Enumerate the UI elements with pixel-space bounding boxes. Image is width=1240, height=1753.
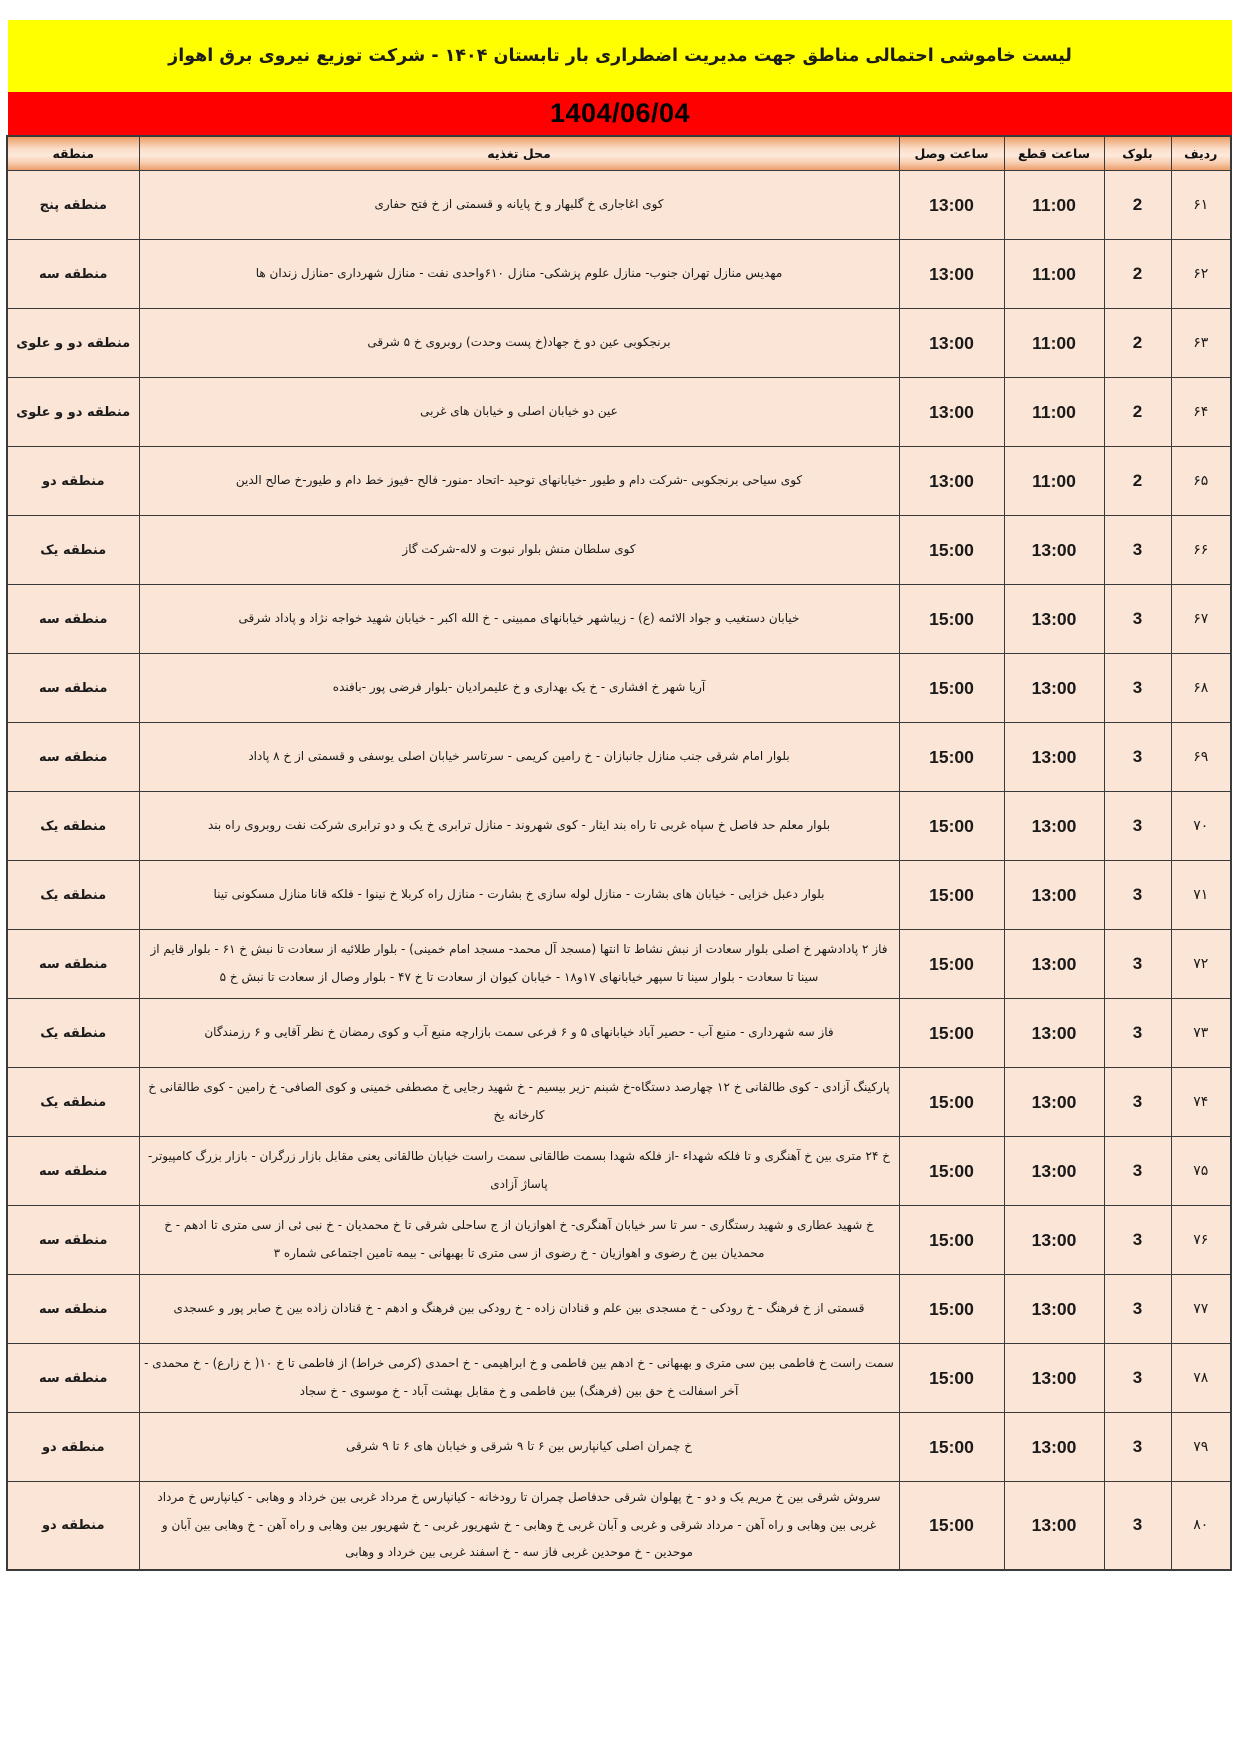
cell-location: کوی سیاحی برنجکوبی -شرکت دام و طیور -خیابانهای توحید -اتحاد -منور- فالح -فیوز خط دام و طیور-خ صالح الدین [139,447,899,516]
cell-cut: 11:00 [1004,309,1104,378]
cell-connect: 13:00 [899,309,1004,378]
cell-block: 3 [1104,723,1171,792]
table-row [7,447,1231,516]
cell-block: 3 [1104,1275,1171,1344]
cell-region: منطقه سه [7,654,139,723]
cell-location: قسمتی از خ فرهنگ - خ رودکی - خ مسجدی بین علم و قنادان زاده - خ رودکی بین فرهنگ و ادهم - خ قنادان زاده بین خ صابر پور و عسجدی [139,1275,899,1344]
cell-location: بلوار دعبل خزایی - خیابان های بشارت - منازل لوله سازی خ بشارت - منازل راه کربلا خ نینوا - فلکه قانا منازل مسکونی تینا [139,861,899,930]
cell-block: 2 [1104,309,1171,378]
table-row [7,1068,1231,1137]
cell-connect: 15:00 [899,1482,1004,1570]
cell-location: بلوار امام شرقی جنب منازل جانبازان - خ رامین کریمی - سرتاسر خیابان اصلی یوسفی و قسمتی از خ ۸ پاداد [139,723,899,792]
cell-region: منطقه سه [7,240,139,309]
table-header [7,136,1231,171]
header-connect-time: ساعت وصل [899,136,1004,171]
table-row [7,1206,1231,1275]
cell-block: 3 [1104,654,1171,723]
cell-block: 3 [1104,861,1171,930]
cell-location: عین دو خیابان اصلی و خیابان های غربی [139,378,899,447]
cell-block: 3 [1104,999,1171,1068]
cell-radif: ۷۹ [1171,1413,1231,1482]
cell-block: 3 [1104,792,1171,861]
table-row [7,1413,1231,1482]
cell-cut: 13:00 [1004,792,1104,861]
header-block: بلوک [1104,136,1171,171]
cell-cut: 13:00 [1004,1275,1104,1344]
cell-connect: 13:00 [899,171,1004,240]
date-banner [8,92,1232,135]
cell-region: منطقه دو [7,1482,139,1570]
table-row [7,654,1231,723]
cell-block: 2 [1104,378,1171,447]
cell-cut: 11:00 [1004,378,1104,447]
cell-block: 3 [1104,516,1171,585]
cell-cut: 13:00 [1004,1344,1104,1413]
cell-radif: ۶۶ [1171,516,1231,585]
cell-region: منطقه سه [7,930,139,999]
title-banner [8,20,1232,92]
cell-connect: 15:00 [899,1206,1004,1275]
table-row [7,1275,1231,1344]
table-row [7,1137,1231,1206]
cell-radif: ۶۳ [1171,309,1231,378]
cell-region: منطقه دو [7,447,139,516]
cell-location: خ ۲۴ متری بین خ آهنگری و تا فلکه شهداء -از فلکه شهدا بسمت طالقانی سمت راست خیابان طالقانی یعنی مقابل بازار زرگران - بازار بزرگ کامپیوتر- پاساژ آزادی [139,1137,899,1206]
cell-connect: 15:00 [899,861,1004,930]
table-row [7,171,1231,240]
cell-location: برنجکوبی عین دو خ جهاد(خ پست وحدت) روبروی خ ۵ شرقی [139,309,899,378]
table-row [7,930,1231,999]
cell-region: منطقه سه [7,1275,139,1344]
cell-connect: 15:00 [899,516,1004,585]
table-row [7,516,1231,585]
cell-location: فاز سه شهرداری - منبع آب - حصیر آباد خیابانهای ۵ و ۶ فرعی سمت بازارچه منبع آب و کوی رمضان خ نظر آقایی و ۶ رزمندگان [139,999,899,1068]
cell-radif: ۷۵ [1171,1137,1231,1206]
cell-location: بلوار معلم حد فاصل خ سپاه غربی تا راه بند ایثار - کوی شهروند - منازل ترابری خ یک و دو ترابری شرکت نفت روبروی راه بند [139,792,899,861]
cell-radif: ۷۴ [1171,1068,1231,1137]
cell-region: منطقه سه [7,723,139,792]
cell-radif: ۷۸ [1171,1344,1231,1413]
cell-location: سمت راست خ فاطمی بین سی متری و بهبهانی - خ ادهم بین فاطمی و خ ابراهیمی - خ احمدی (کرمی خراط) از فاطمی تا خ ۱۰( خ زارع) - خ محمدی - آخر اسفالت خ حق بین (فرهنگ) بین فاطمی و خ مقابل بهشت آباد - خ موسوی - خ سجاد [139,1344,899,1413]
cell-connect: 15:00 [899,1137,1004,1206]
table-row [7,378,1231,447]
cell-block: 3 [1104,1413,1171,1482]
cell-block: 2 [1104,171,1171,240]
cell-location: فاز ۲ پادادشهر خ اصلی بلوار سعادت از نبش نشاط تا انتها (مسجد آل محمد- مسجد امام خمینی) - بلوار طلائیه از سعادت تا نبش خ ۶۱ - بلوار قایم از سینا تا سعادت - بلوار سینا تا سپهر خیابانهای ۱۷و۱۸ - خیابان کیوان از سعادت تا خ ۴۷ - بلوار وصال از سعادت تا نبش خ ۵ [139,930,899,999]
cell-radif: ۶۲ [1171,240,1231,309]
cell-region: منطقه دو و علوی [7,378,139,447]
cell-region: منطقه سه [7,585,139,654]
table-row [7,240,1231,309]
cell-block: 3 [1104,1344,1171,1413]
table-row [7,1344,1231,1413]
cell-connect: 15:00 [899,1275,1004,1344]
outage-schedule-table [6,135,1232,1571]
cell-radif: ۶۹ [1171,723,1231,792]
cell-location: خ شهید عطاری و شهید رستگاری - سر تا سر خیابان آهنگری- خ اهوازیان از ج ساحلی شرقی تا خ محمدیان - خ نبی ئی از سی متری تا ادهم - خ محمدیان بین خ رضوی و اهوازیان - خ رضوی از سی متری تا بهبهانی - بیمه تامین اجتماعی شماره ۳ [139,1206,899,1275]
cell-radif: ۷۶ [1171,1206,1231,1275]
cell-region: منطقه یک [7,861,139,930]
cell-radif: ۷۰ [1171,792,1231,861]
cell-region: منطقه یک [7,792,139,861]
table-row [7,999,1231,1068]
cell-region: منطقه سه [7,1137,139,1206]
cell-location: مهدیس منازل تهران جنوب- منازل علوم پزشکی- منازل ۶۱۰واحدی نفت - منازل شهرداری -منازل زندان ها [139,240,899,309]
cell-cut: 13:00 [1004,1068,1104,1137]
table-row [7,309,1231,378]
cell-location: کوی سلطان منش بلوار نبوت و لاله-شرکت گاز [139,516,899,585]
cell-radif: ۷۳ [1171,999,1231,1068]
cell-cut: 13:00 [1004,723,1104,792]
cell-location: سروش شرقی بین خ مریم یک و دو - خ پهلوان شرقی حدفاصل چمران تا رودخانه - کیانپارس خ مرداد غربی بین خرداد و وهابی - کیانپارس خ مرداد غربی بین وهابی و راه آهن - مرداد شرقی و غربی و آبان غربی خ وهابی - خ شهریور غربی - خ شهریور بین وهابی و راه آهن - خ وهابی بین آبان و موحدین - خ موحدین غربی فاز سه - خ اسفند غربی بین خرداد و وهابی [139,1482,899,1570]
cell-connect: 13:00 [899,378,1004,447]
cell-region: منطقه یک [7,999,139,1068]
cell-region: منطقه دو [7,1413,139,1482]
cell-block: 2 [1104,447,1171,516]
cell-location: کوی اغاجاری خ گلبهار و خ پایانه و قسمتی از خ فتح حفاری [139,171,899,240]
header-radif: ردیف [1171,136,1231,171]
table-row [7,1482,1231,1570]
cell-block: 3 [1104,1482,1171,1570]
cell-location: خیابان دستغیب و جواد الائمه (ع) - زیباشهر خیابانهای ممبینی - خ الله اکبر - خیابان شهید خواجه نژاد و پاداد شرقی [139,585,899,654]
cell-cut: 11:00 [1004,240,1104,309]
cell-cut: 13:00 [1004,930,1104,999]
cell-radif: ۶۵ [1171,447,1231,516]
cell-block: 3 [1104,1137,1171,1206]
cell-location: آریا شهر خ افشاری - خ یک بهداری و خ علیمرادیان -بلوار فرضی پور -بافنده [139,654,899,723]
cell-connect: 15:00 [899,792,1004,861]
cell-connect: 15:00 [899,1068,1004,1137]
cell-connect: 15:00 [899,999,1004,1068]
cell-region: منطقه سه [7,1344,139,1413]
cell-radif: ۷۱ [1171,861,1231,930]
cell-block: 3 [1104,1206,1171,1275]
cell-radif: ۶۱ [1171,171,1231,240]
cell-region: منطقه دو و علوی [7,309,139,378]
cell-block: 3 [1104,585,1171,654]
cell-radif: ۶۷ [1171,585,1231,654]
table-row [7,792,1231,861]
cell-connect: 15:00 [899,930,1004,999]
cell-block: 2 [1104,240,1171,309]
header-row [7,136,1231,171]
schedule-table-body [7,171,1231,1570]
cell-radif: ۸۰ [1171,1482,1231,1570]
cell-cut: 13:00 [1004,654,1104,723]
cell-radif: ۷۷ [1171,1275,1231,1344]
cell-radif: ۶۸ [1171,654,1231,723]
cell-connect: 13:00 [899,447,1004,516]
cell-region: منطقه سه [7,1206,139,1275]
cell-region: منطقه یک [7,516,139,585]
table-row [7,723,1231,792]
cell-connect: 15:00 [899,1344,1004,1413]
cell-cut: 13:00 [1004,861,1104,930]
cell-block: 3 [1104,930,1171,999]
header-location: محل تغذیه [139,136,899,171]
cell-cut: 13:00 [1004,999,1104,1068]
cell-block: 3 [1104,1068,1171,1137]
cell-cut: 13:00 [1004,1137,1104,1206]
header-region: منطقه [7,136,139,171]
cell-region: منطقه پنج [7,171,139,240]
cell-connect: 15:00 [899,585,1004,654]
page-title: لیست خاموشی احتمالی مناطق جهت مدیریت اضطراری بار تابستان ۱۴۰۴ - شرکت توزیع نیروی برق اهواز [168,46,1072,66]
cell-radif: ۷۲ [1171,930,1231,999]
cell-connect: 13:00 [899,240,1004,309]
cell-connect: 15:00 [899,654,1004,723]
cell-connect: 15:00 [899,1413,1004,1482]
cell-cut: 13:00 [1004,585,1104,654]
cell-cut: 13:00 [1004,1413,1104,1482]
cell-cut: 11:00 [1004,447,1104,516]
cell-region: منطقه یک [7,1068,139,1137]
cell-cut: 13:00 [1004,516,1104,585]
cell-cut: 11:00 [1004,171,1104,240]
cell-connect: 15:00 [899,723,1004,792]
cell-cut: 13:00 [1004,1206,1104,1275]
cell-location: پارکینگ آزادی - کوی طالقانی خ ۱۲ چهارصد دستگاه-خ شبنم -زیر بیسیم - خ شهید رجایی خ مصطفی خمینی و کوی الصافی- خ رامین - کوی طالقانی خ کارخانه یخ [139,1068,899,1137]
table-row [7,585,1231,654]
schedule-date: 1404/06/04 [549,98,691,128]
cell-location: خ چمران اصلی کیانپارس بین ۶ تا ۹ شرقی و خیابان های ۶ تا ۹ شرقی [139,1413,899,1482]
header-cut-time: ساعت قطع [1004,136,1104,171]
cell-radif: ۶۴ [1171,378,1231,447]
cell-cut: 13:00 [1004,1482,1104,1570]
table-row [7,861,1231,930]
